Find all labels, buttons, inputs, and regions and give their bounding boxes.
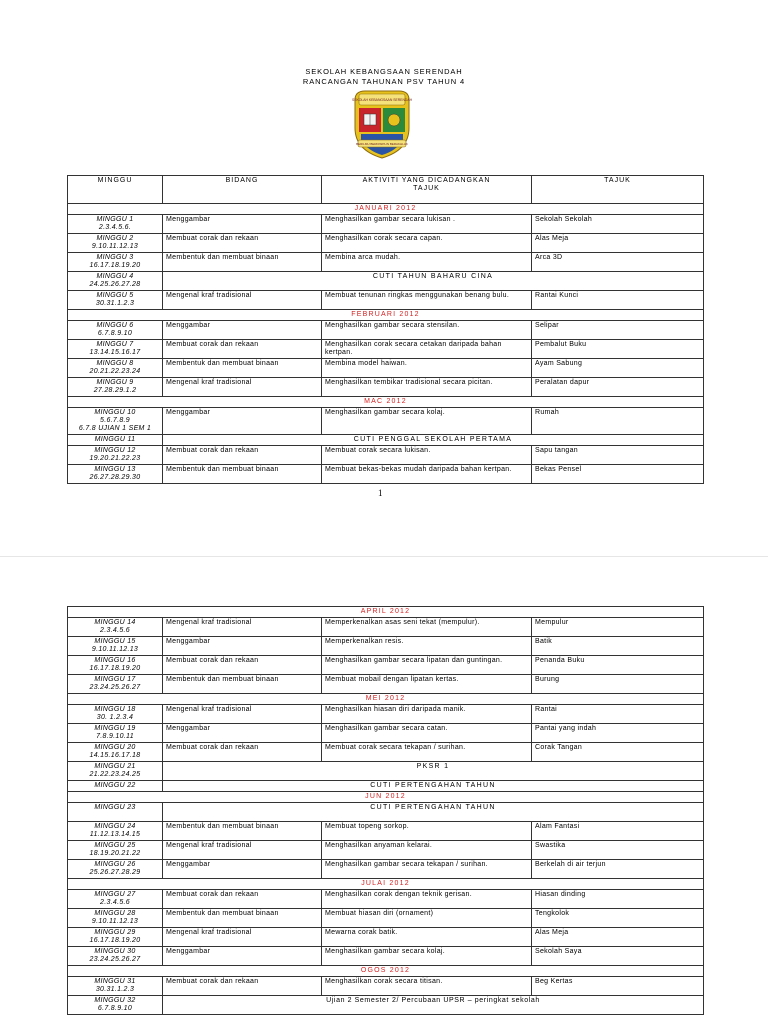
tajuk-cell: Selipar (532, 321, 704, 340)
aktiviti-cell: Menghasilkan gambar secara kolaj. (322, 408, 532, 435)
week-label: MINGGU 32 (94, 997, 136, 1004)
school-name: SEKOLAH KEBANGSAAN SERENDAH (305, 67, 463, 76)
tajuk-cell: Bekas Pensel (532, 465, 704, 484)
aktiviti-cell: Menghasilkan gambar secara lukisan . (322, 215, 532, 234)
week-cell (68, 291, 163, 310)
month-label: JULAI 2012 (68, 879, 704, 890)
month-row (68, 310, 704, 321)
tajuk-cell: Alam Fantasi (532, 822, 704, 841)
aktiviti-header-line1: AKTIVITI YANG DICADANGKAN (362, 177, 491, 184)
col-minggu-header: MINGGU (68, 176, 163, 204)
week-cell (68, 234, 163, 253)
week-dates: 9.10.11.12.13 (91, 646, 139, 653)
bidang-cell: Mengenal kraf tradisional (163, 841, 322, 860)
tajuk-cell: Mempulur (532, 618, 704, 637)
week-label: MINGGU 25 (94, 842, 136, 849)
week-dates: 2.3.4.5.6 (100, 627, 130, 634)
week-cell (68, 977, 163, 996)
week-dates: 26.27.28.29.30 (89, 474, 141, 481)
month-row (68, 204, 704, 215)
week-cell (68, 378, 163, 397)
week-row (68, 378, 704, 397)
holiday-label: CUTI PERTENGAHAN TAHUN (163, 781, 704, 792)
week-row (68, 465, 704, 484)
week-dates: 16.17.18.19.20 (89, 937, 141, 944)
week-row (68, 724, 704, 743)
page-2 (0, 560, 768, 1024)
week-cell (68, 928, 163, 947)
col-aktiviti-header (322, 176, 532, 204)
week-cell (68, 656, 163, 675)
tajuk-cell: Ayam Sabung (532, 359, 704, 378)
tajuk-cell: Sekolah Saya (532, 947, 704, 966)
tajuk-cell: Arca 3D (532, 253, 704, 272)
week-row (68, 408, 704, 435)
week-row (68, 637, 704, 656)
week-dates: 30. 1.2.3.4 (96, 714, 134, 721)
week-dates: 23.24.25.26.27 (89, 684, 141, 691)
aktiviti-cell: Menghasilkan hiasan diri daripada manik. (322, 705, 532, 724)
holiday-label: CUTI PENGGAL SEKOLAH PERTAMA (163, 435, 704, 446)
holiday-row (68, 435, 704, 446)
month-label: APRIL 2012 (68, 607, 704, 618)
aktiviti-cell: Menghasilkan gambar secara lipatan dan guntingan. (322, 656, 532, 675)
week-label: MINGGU 28 (94, 910, 136, 917)
week-row (68, 215, 704, 234)
week-label: MINGGU 14 (94, 619, 136, 626)
month-label: OGOS 2012 (68, 966, 704, 977)
week-cell (68, 446, 163, 465)
week-label: MINGGU 30 (94, 948, 136, 955)
week-label: MINGGU 31 (94, 978, 136, 985)
week-row (68, 359, 704, 378)
week-cell (68, 321, 163, 340)
tajuk-cell: Rumah (532, 408, 704, 435)
week-cell (68, 822, 163, 841)
week-cell (68, 253, 163, 272)
week-dates: 5.6.7.8.9 (100, 417, 130, 424)
week-label: MINGGU 1 (96, 216, 134, 223)
aktiviti-cell: Membina model haiwan. (322, 359, 532, 378)
bidang-cell: Mengenal kraf tradisional (163, 618, 322, 637)
aktiviti-cell: Membuat hiasan diri (ornament) (322, 909, 532, 928)
aktiviti-cell: Menghasilkan corak secara cetakan daripada bahan kertpan. (322, 340, 532, 359)
tajuk-cell: Rantai Kunci (532, 291, 704, 310)
week-cell (68, 705, 163, 724)
week-dates: 11.12.13.14.15 (89, 831, 141, 838)
week-cell (68, 909, 163, 928)
bidang-cell: Membentuk dan membuat binaan (163, 909, 322, 928)
week-row (68, 822, 704, 841)
plan-table-page-2 (67, 606, 704, 1015)
week-label: MINGGU 24 (94, 823, 136, 830)
month-row (68, 397, 704, 408)
col-bidang-header: BIDANG (163, 176, 322, 204)
week-cell (68, 408, 163, 435)
tajuk-cell: Sapu tangan (532, 446, 704, 465)
week-label: MINGGU 26 (94, 861, 136, 868)
tajuk-cell: Alas Meja (532, 234, 704, 253)
week-cell (68, 743, 163, 762)
week-label: MINGGU 5 (96, 292, 134, 299)
holiday-row (68, 803, 704, 822)
aktiviti-cell: Mewarna corak batik. (322, 928, 532, 947)
aktiviti-cell: Menghasilkan gambar secara stensilan. (322, 321, 532, 340)
bidang-cell: Membuat corak dan rekaan (163, 656, 322, 675)
tajuk-cell: Pantai yang indah (532, 724, 704, 743)
aktiviti-cell: Membuat corak secara tekapan / surihan. (322, 743, 532, 762)
bidang-cell: Menggambar (163, 408, 322, 435)
month-row (68, 879, 704, 890)
aktiviti-cell: Membina arca mudah. (322, 253, 532, 272)
plan-title: RANCANGAN TAHUNAN PSV TAHUN 4 (302, 77, 466, 86)
week-cell (68, 890, 163, 909)
week-label: MINGGU 8 (96, 360, 134, 367)
week-label: MINGGU 3 (96, 254, 134, 261)
bidang-cell: Menggambar (163, 947, 322, 966)
week-cell (68, 215, 163, 234)
week-row (68, 321, 704, 340)
week-row (68, 618, 704, 637)
week-row (68, 291, 704, 310)
week-cell (68, 724, 163, 743)
week-label: MINGGU 15 (94, 638, 136, 645)
bidang-cell: Mengenal kraf tradisional (163, 705, 322, 724)
tajuk-cell: Peralatan dapur (532, 378, 704, 397)
crest-bottom-text: BERILMU BERDISIPLIN BERAKHLAK (356, 142, 408, 146)
tajuk-cell: Alas Meja (532, 928, 704, 947)
week-row (68, 675, 704, 694)
aktiviti-cell: Menghasilkan tembikar tradisional secara picitan. (322, 378, 532, 397)
bidang-cell: Membuat corak dan rekaan (163, 743, 322, 762)
week-label: MINGGU 23 (94, 804, 136, 811)
school-crest (351, 88, 413, 160)
bidang-cell: Membuat corak dan rekaan (163, 234, 322, 253)
bidang-cell: Menggambar (163, 724, 322, 743)
week-cell (68, 637, 163, 656)
page-number: 1 (378, 488, 383, 498)
week-row (68, 743, 704, 762)
tajuk-cell: Rantai (532, 705, 704, 724)
week-dates: 21.22.23.24.25 (89, 771, 141, 778)
holiday-row (68, 272, 704, 291)
holiday-label: Ujian 2 Semester 2/ Percubaan UPSR – peringkat sekolah (163, 996, 704, 1015)
month-row (68, 694, 704, 705)
tajuk-cell: Hiasan dinding (532, 890, 704, 909)
week-row (68, 890, 704, 909)
week-cell (68, 340, 163, 359)
week-dates: 7.8.9.10.11 (96, 733, 134, 740)
holiday-label: CUTI PERTENGAHAN TAHUN (163, 803, 704, 822)
tajuk-cell: Batik (532, 637, 704, 656)
tajuk-cell: Tengkolok (532, 909, 704, 928)
week-label: MINGGU 21 (94, 763, 136, 770)
bidang-cell: Menggambar (163, 637, 322, 656)
tajuk-cell: Swastika (532, 841, 704, 860)
aktiviti-header-line2: TAJUK (413, 185, 440, 192)
holiday-row (68, 762, 704, 781)
week-dates: 9.10.11.12.13 (91, 243, 139, 250)
tajuk-cell: Berkelah di air terjun (532, 860, 704, 879)
aktiviti-cell: Membuat tenunan ringkas menggunakan benang bulu. (322, 291, 532, 310)
week-cell (68, 781, 163, 792)
week-cell (68, 675, 163, 694)
week-label: MINGGU 22 (94, 782, 136, 789)
week-row (68, 977, 704, 996)
week-dates: 2.3.4.5.6. (98, 224, 132, 231)
week-label: MINGGU 9 (96, 379, 134, 386)
bidang-cell: Menggambar (163, 860, 322, 879)
week-dates: 14.15.16.17.18 (89, 752, 141, 759)
aktiviti-cell: Menghasilkan gambar secara tekapan / surihan. (322, 860, 532, 879)
aktiviti-cell: Menghasilkan gambar secara catan. (322, 724, 532, 743)
week-cell (68, 803, 163, 822)
month-label: MEI 2012 (68, 694, 704, 705)
month-label: FEBRUARI 2012 (68, 310, 704, 321)
week-dates: 30.31.1.2.3 (95, 300, 135, 307)
week-label: MINGGU 11 (94, 436, 136, 443)
tajuk-cell: Burung (532, 675, 704, 694)
aktiviti-cell: Membuat bekas-bekas mudah daripada bahan kertpan. (322, 465, 532, 484)
week-row (68, 860, 704, 879)
week-dates: 23.24.25.26.27 (89, 956, 141, 963)
aktiviti-cell: Memperkenalkan resis. (322, 637, 532, 656)
week-row (68, 656, 704, 675)
week-cell (68, 359, 163, 378)
week-row (68, 234, 704, 253)
plan-body-page-1 (68, 204, 704, 484)
bidang-cell: Membuat corak dan rekaan (163, 890, 322, 909)
bidang-cell: Menggambar (163, 215, 322, 234)
bidang-cell: Mengenal kraf tradisional (163, 928, 322, 947)
tajuk-cell: Pembalut Buku (532, 340, 704, 359)
week-row (68, 705, 704, 724)
week-cell (68, 618, 163, 637)
week-cell (68, 272, 163, 291)
bidang-cell: Membentuk dan membuat binaan (163, 675, 322, 694)
week-label: MINGGU 18 (94, 706, 136, 713)
week-label: MINGGU 12 (94, 447, 136, 454)
bidang-cell: Membuat corak dan rekaan (163, 977, 322, 996)
week-label: MINGGU 10 (94, 409, 136, 416)
crest-top-text: SEKOLAH KEBANGSAAN SERENDAH (351, 98, 413, 102)
week-row (68, 947, 704, 966)
plan-body-page-2 (68, 607, 704, 1015)
holiday-row (68, 781, 704, 792)
tajuk-cell: Corak Tangan (532, 743, 704, 762)
month-row (68, 607, 704, 618)
aktiviti-cell: Menghasilkan gambar secara kolaj. (322, 947, 532, 966)
week-cell (68, 762, 163, 781)
week-label: MINGGU 7 (96, 341, 134, 348)
bidang-cell: Membentuk dan membuat binaan (163, 822, 322, 841)
week-dates: 30.31.1.2.3 (95, 986, 135, 993)
week-cell (68, 465, 163, 484)
holiday-label: CUTI TAHUN BAHARU CINA (163, 272, 704, 291)
bidang-cell: Membuat corak dan rekaan (163, 446, 322, 465)
holiday-label: PKSR 1 (163, 762, 704, 781)
month-row (68, 966, 704, 977)
week-row (68, 340, 704, 359)
week-dates: 6.7.8.9.10 (97, 1005, 133, 1012)
week-row (68, 841, 704, 860)
week-cell (68, 860, 163, 879)
week-label: MINGGU 4 (96, 273, 134, 280)
bidang-cell: Membuat corak dan rekaan (163, 340, 322, 359)
week-dates: 19.20.21.22.23 (89, 455, 141, 462)
page-divider (0, 556, 768, 557)
week-dates: 20.21.22.23.24 (89, 368, 141, 375)
week-dates: 27.28.29.1.2 (93, 387, 137, 394)
holiday-row (68, 996, 704, 1015)
tajuk-cell: Sekolah Sekolah (532, 215, 704, 234)
aktiviti-cell: Membuat topeng sorkop. (322, 822, 532, 841)
month-row (68, 792, 704, 803)
week-label: MINGGU 17 (94, 676, 136, 683)
bidang-cell: Membentuk dan membuat binaan (163, 253, 322, 272)
week-dates: 24.25.26.27.28 (89, 281, 141, 288)
week-cell (68, 996, 163, 1015)
week-label: MINGGU 19 (94, 725, 136, 732)
week-dates: 13.14.15.16.17 (89, 349, 141, 356)
week-dates: 2.3.4.5.6 (100, 899, 130, 906)
col-tajuk-header: TAJUK (532, 176, 704, 204)
aktiviti-cell: Menghasilkan corak secara titisan. (322, 977, 532, 996)
week-row (68, 909, 704, 928)
week-cell (68, 841, 163, 860)
bidang-cell: Membentuk dan membuat binaan (163, 465, 322, 484)
bidang-cell: Menggambar (163, 321, 322, 340)
bidang-cell: Mengenal kraf tradisional (163, 291, 322, 310)
aktiviti-cell: Menghasilkan corak secara capan. (322, 234, 532, 253)
week-label: MINGGU 13 (94, 466, 136, 473)
week-label: MINGGU 2 (96, 235, 134, 242)
week-row (68, 928, 704, 947)
week-dates: 9.10.11.12.13 (91, 918, 139, 925)
aktiviti-cell: Menghasilkan corak dengan teknik gerisan. (322, 890, 532, 909)
week-cell (68, 435, 163, 446)
week-row (68, 253, 704, 272)
week-dates: 6.7.8.9.10 (97, 330, 133, 337)
crest-emblem (388, 114, 400, 126)
week-note: 6.7.8 UJIAN 1 SEM 1 (78, 425, 152, 432)
aktiviti-cell: Membuat mobail dengan lipatan kertas. (322, 675, 532, 694)
month-label: JUN 2012 (68, 792, 704, 803)
week-dates: 16.17.18.19.20 (89, 665, 141, 672)
week-row (68, 446, 704, 465)
bidang-cell: Mengenal kraf tradisional (163, 378, 322, 397)
month-label: JANUARI 2012 (68, 204, 704, 215)
week-dates: 25.26.27.28.29 (89, 869, 141, 876)
aktiviti-cell: Menghasilkan anyaman kelarai. (322, 841, 532, 860)
month-label: MAC 2012 (68, 397, 704, 408)
bidang-cell: Membentuk dan membuat binaan (163, 359, 322, 378)
week-dates: 18.19.20.21.22 (89, 850, 141, 857)
aktiviti-cell: Memperkenalkan asas seni tekat (mempulur). (322, 618, 532, 637)
week-label: MINGGU 27 (94, 891, 136, 898)
week-label: MINGGU 29 (94, 929, 136, 936)
week-dates: 16.17.18.19.20 (89, 262, 141, 269)
week-label: MINGGU 16 (94, 657, 136, 664)
tajuk-cell: Beg Kertas (532, 977, 704, 996)
week-label: MINGGU 20 (94, 744, 136, 751)
plan-table-page-1 (67, 175, 704, 484)
tajuk-cell: Penanda Buku (532, 656, 704, 675)
aktiviti-cell: Membuat corak secara lukisan. (322, 446, 532, 465)
week-label: MINGGU 6 (96, 322, 134, 329)
week-cell (68, 947, 163, 966)
